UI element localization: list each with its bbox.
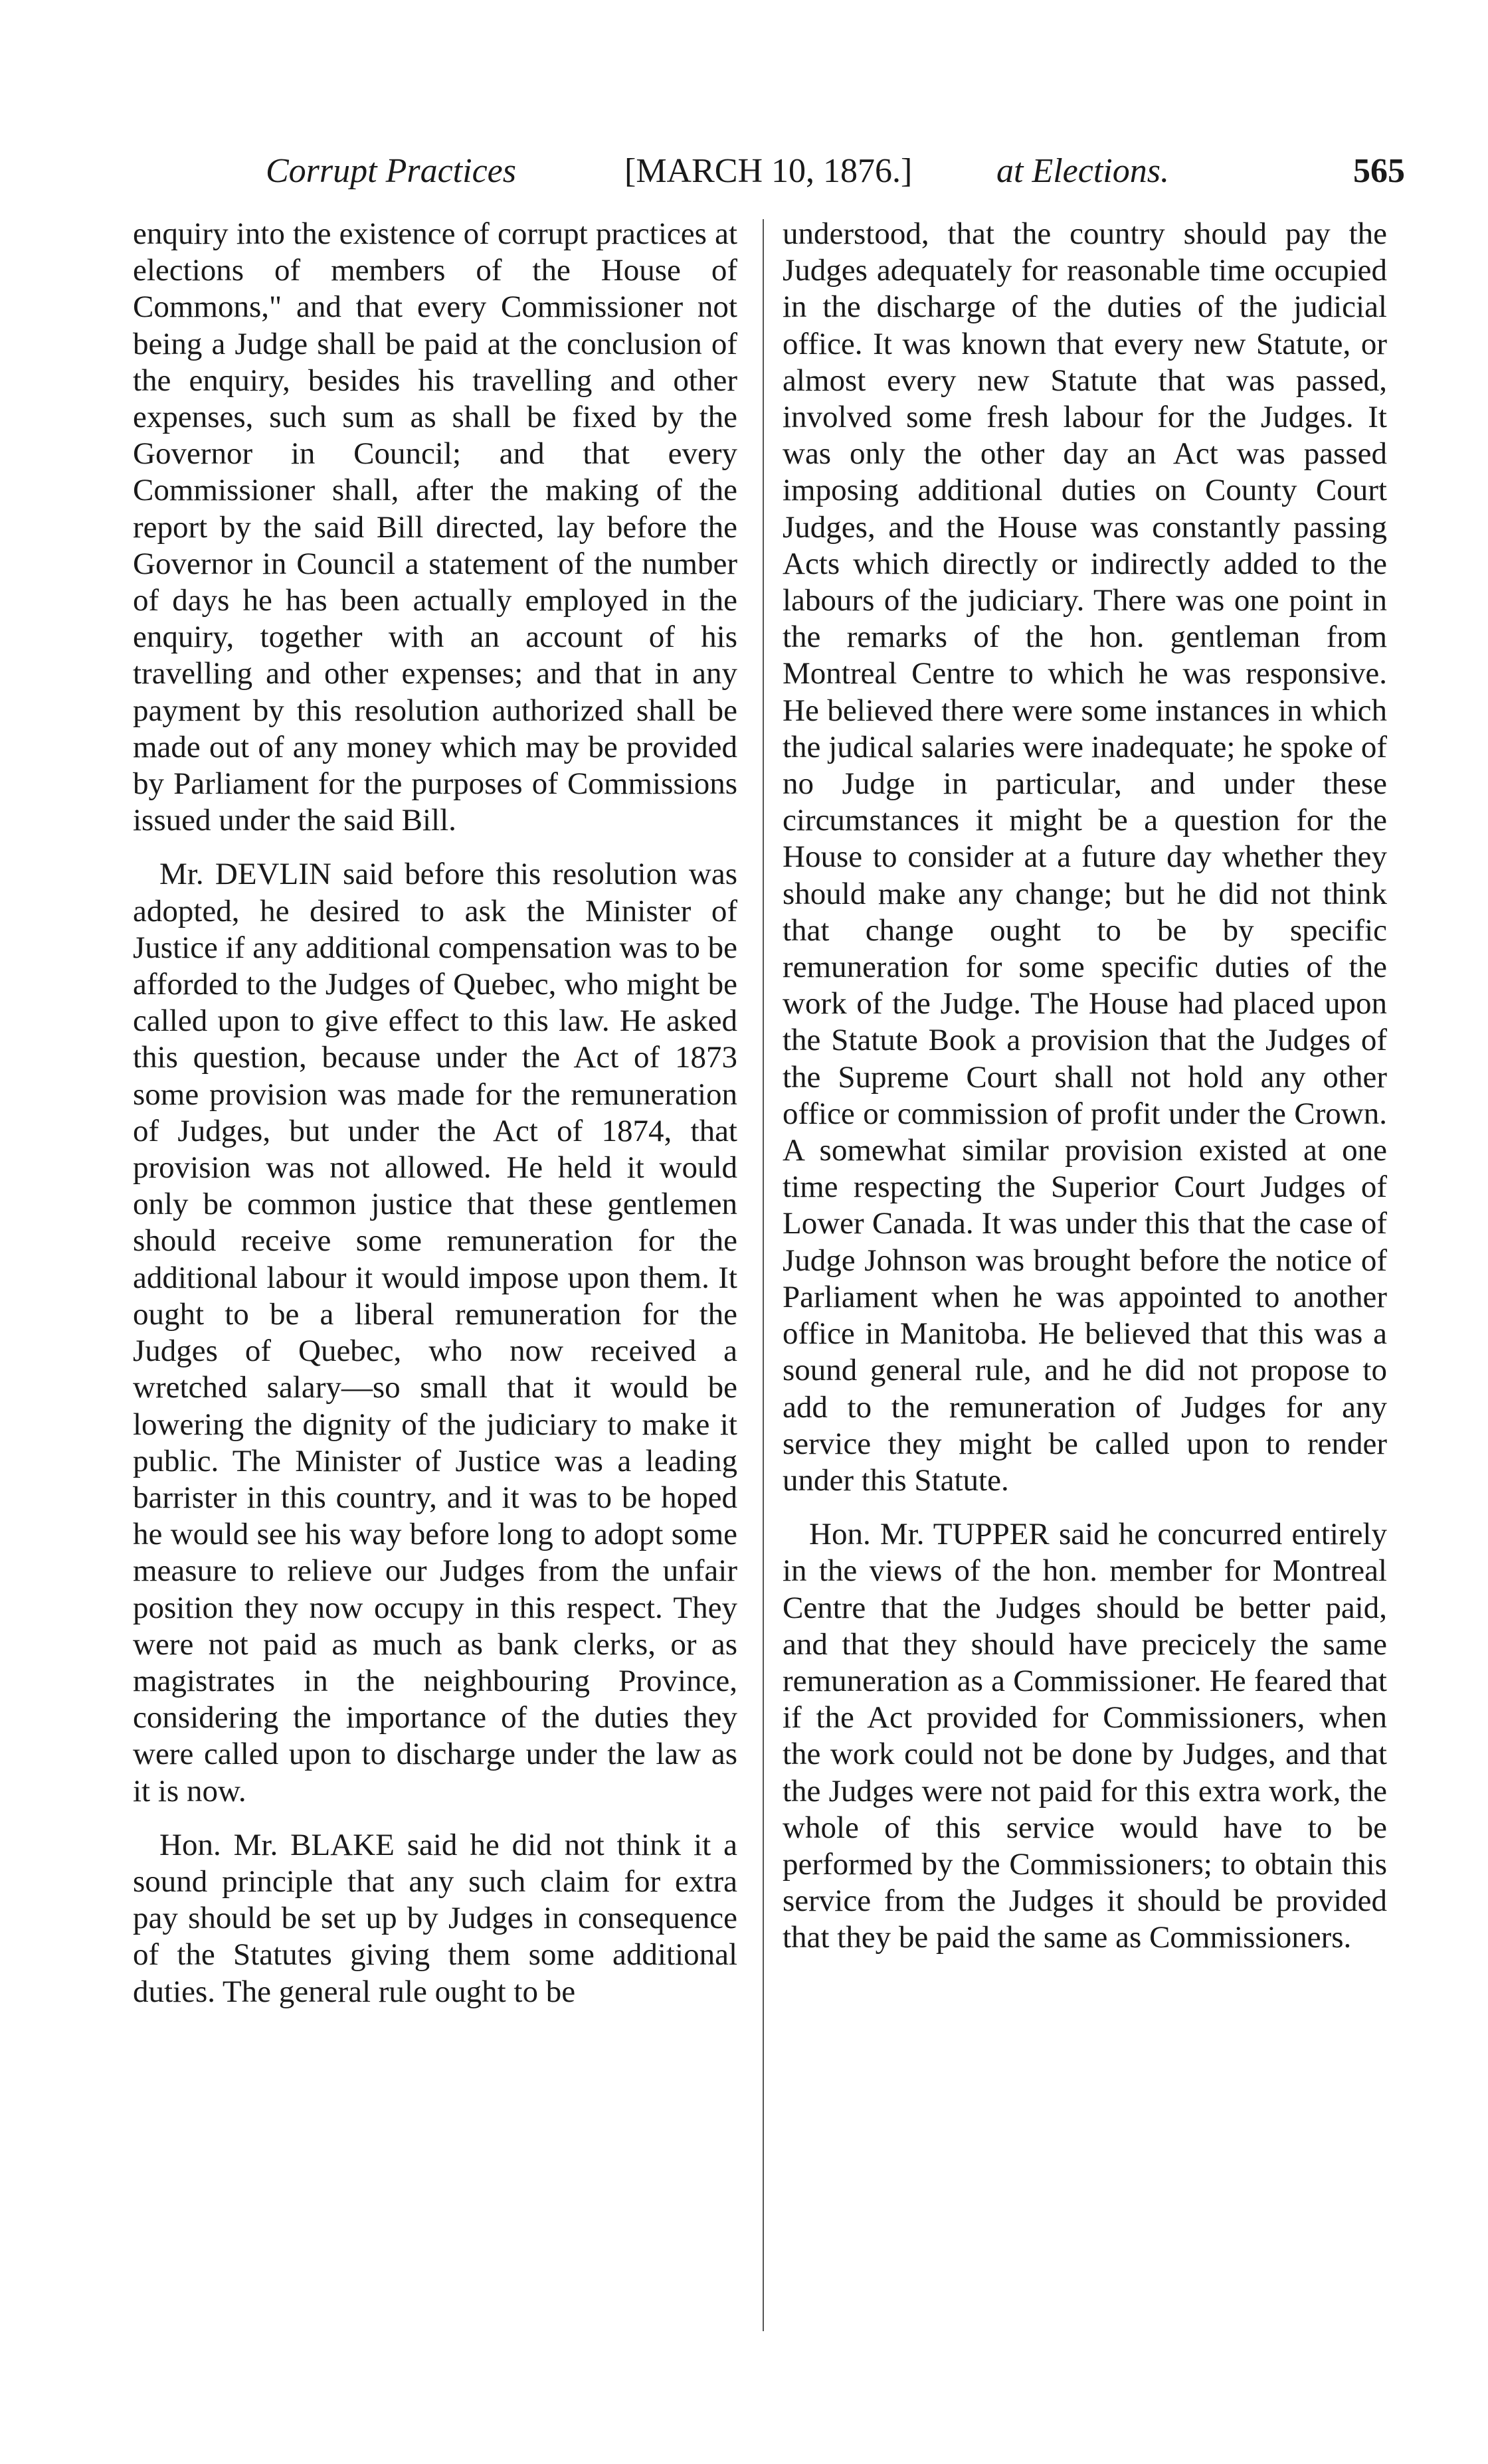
paragraph-devlin: Mr. DEVLIN said before this resolution was adopted, he desired to ask the Minister of Justice if any additional compensation was to be afforded to the Judges of Quebec, who might be called upon to give effect to this law. He asked this question, because under the Act of 1873 some provision was made for the remuneration of Judges, but under the Act of 1874, that provision was not allowed. He held it would only be common justice that these gentlemen should receive some remuneration for the additional labour it would impose upon them. It ought to be a liberal remuneration for the Judges of Quebec, who now received a wretched salary—so small that it would be lowering the dignity of the judiciary to make it public. The Minister of Justice was a leading barrister in this country, and it was to be hoped he would see his way before long to adopt some measure to relieve our Judges from the unfair position they now occupy in this respect. They were not paid as much as bank clerks, or as magistrates in the neighbouring Province, considering the importance of the duties they were called upon to discharge under the law as it is now.	[133, 857, 737, 1808]
page-number: 565	[1353, 152, 1405, 190]
column-divider	[763, 219, 764, 2331]
paragraph-resolution-continued: enquiry into the existence of corrupt practices at elections of members of the House of Commons," and that every Commissioner not being a Judge shall be paid at the conclusion of the enquiry, besides his travelling and other expenses, such sum as shall be fixed by the Governor in Council; and that every Commissioner shall, after the making of the report by the said Bill directed, lay before the Governor in Council a statement of the number of days he has been actually employed in the enquiry, together with an account of his travelling and other expenses; and that in any payment by this resolution authorized shall be made out of any money which may be provided by Parliament for the purposes of Commissions issued under the said Bill.	[133, 217, 737, 838]
left-column	[133, 216, 737, 2028]
right-column	[783, 216, 1387, 1974]
header-date: [MARCH 10, 1876.]	[624, 152, 913, 190]
paragraph-blake-continued: understood, that the country should pay the Judges adequately for reasonable time occupied in the discharge of the duties of the judicial office. It was known that every new Statute, or almost every new Statute that was passed, involved some fresh labour for the Judges. It was only the other day an Act was passed imposing additional duties on County Court Judges, and the House was constantly passing Acts which directly or indirectly added to the labours of the judiciary. There was one point in the remarks of the hon. gentleman from Montreal Centre to which he was responsive. He believed there were some instances in which the judical salaries were inadequate; he spoke of no Judge in particular, and under these circumstances it might be a question for the House to consider at a future day whether they should make any change; but he did not think that change ought to be by specific remuneration for some specific duties of the work of the Judge. The House had placed upon the Statute Book a provision that the Judges of the Supreme Court shall not hold any other office or commission of profit under the Crown. A somewhat similar provision existed at one time respecting the Superior Court Judges of Lower Canada. It was under this that the case of Judge Johnson was brought before the notice of Parliament when he was appointed to another office in Manitoba. He believed that this was a sound general rule, and he did not propose to add to the remuneration of Judges for any service they might be called upon to render under this Statute.	[783, 217, 1387, 1498]
header-right-title: at Elections.	[996, 152, 1169, 190]
paragraph-blake: Hon. Mr. BLAKE said he did not think it a sound principle that any such claim for extra pay should be set up by Judges in consequence of the Statutes giving them some additional duties. The general rule ought to be	[133, 1827, 737, 2009]
paragraph-tupper: Hon. Mr. TUPPER said he concurred entirely in the views of the hon. member for Montreal Centre that the Judges should be better paid, and that they should have precicely the same remuneration as a Commissioner. He feared that if the Act provided for Commissioners, when the work could not be done by Judges, and that the Judges were not paid for this extra work, the whole of this service would have to be performed by the Commissioners; to obtain this service from the Judges it should be provided that they be paid the same as Commissioners.	[783, 1517, 1387, 1955]
header-left-title: Corrupt Practices	[266, 152, 516, 190]
running-header	[193, 145, 1405, 198]
